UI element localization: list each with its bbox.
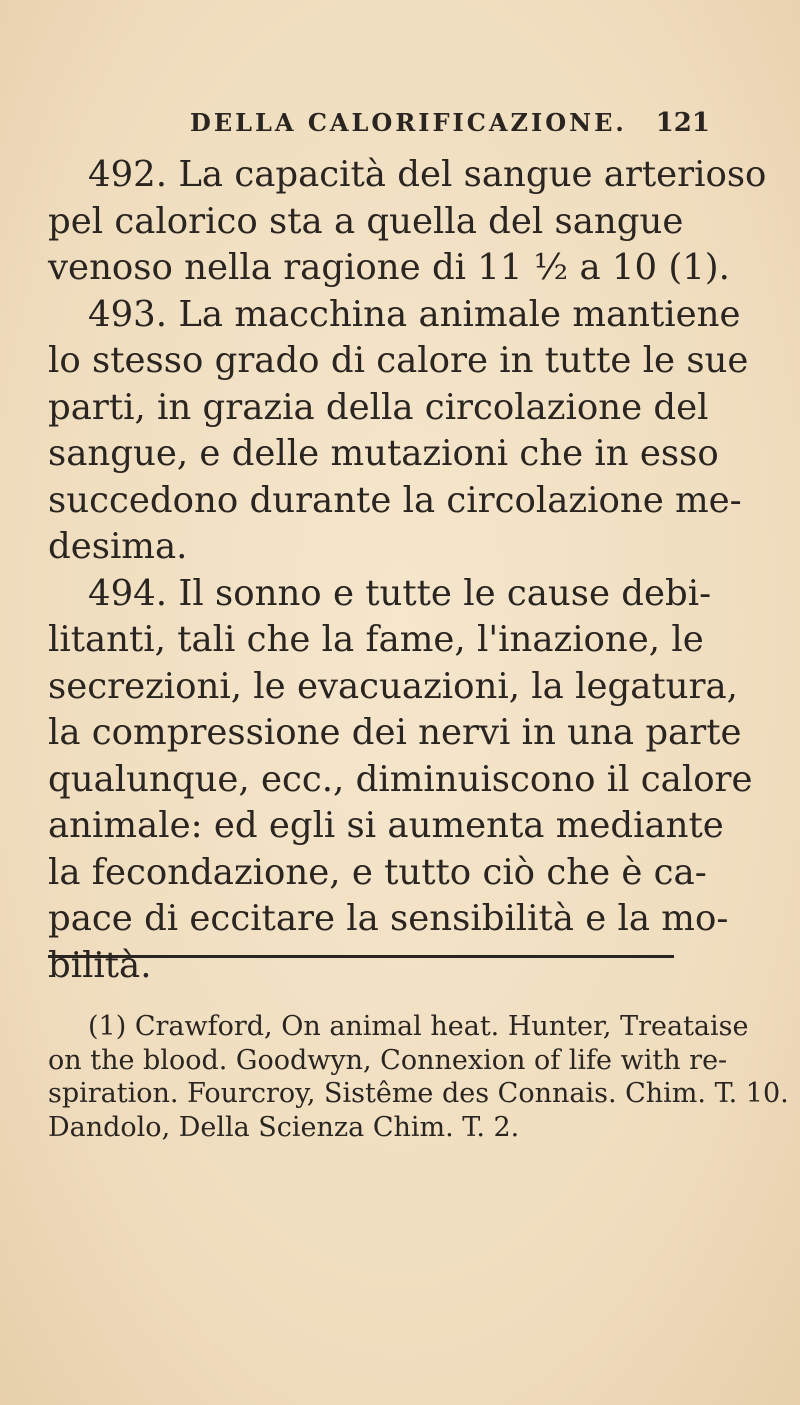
text-line: succedono durante la circolazione me- (48, 479, 742, 521)
footnote-divider (48, 955, 674, 958)
text-line: pel calorico sta a quella del sangue (48, 200, 684, 242)
text-line: parti, in grazia della circolazione del (48, 386, 709, 428)
footnote-line: spiration. Fourcroy, Sistême des Connais. Chim. T. 10. (48, 1078, 789, 1109)
page-header (150, 108, 710, 148)
text-line: secrezioni, le evacuazioni, la legatura, (48, 665, 738, 707)
text-line: pace di eccitare la sensibilità e la mo- (48, 898, 729, 939)
text-line: la compressione dei nervi in una parte (48, 712, 742, 753)
text-line: 492. La capacità del sangue arterioso (88, 154, 767, 195)
text-line: la fecondazione, e tutto ciò che è ca- (48, 851, 707, 893)
text-line: 494. Il sonno e tutte le cause debi- (88, 572, 712, 614)
text-line: qualunque, ecc., diminuiscono il calore (48, 758, 753, 800)
main-text (48, 152, 767, 989)
text-line: 493. La macchina animale mantiene (88, 293, 741, 335)
text-line: lo stesso grado di calore in tutte le sue (48, 340, 749, 381)
text-line: bilità. (48, 944, 152, 986)
footnote-line: on the blood. Goodwyn, Connexion of life with re- (48, 1044, 728, 1076)
text-line: litanti, tali che la fame, l'inazione, le (48, 619, 704, 660)
text-line: sangue, e delle mutazioni che in esso (48, 433, 719, 474)
footnote-line: (1) Crawford, On animal heat. Hunter, Treataise (88, 1011, 749, 1042)
footnotes (48, 1010, 789, 1144)
text-line: animale: ed egli si aumenta mediante (48, 805, 724, 846)
page-number: 121 (655, 108, 710, 138)
running-title: DELLA CALORIFICAZIONE. (190, 108, 627, 137)
footnote-line: Dandolo, Della Scienza Chim. T. 2. (48, 1111, 520, 1143)
text-line: desima. (48, 526, 188, 567)
text-line: venoso nella ragione di 11 ½ a 10 (1). (48, 247, 730, 288)
